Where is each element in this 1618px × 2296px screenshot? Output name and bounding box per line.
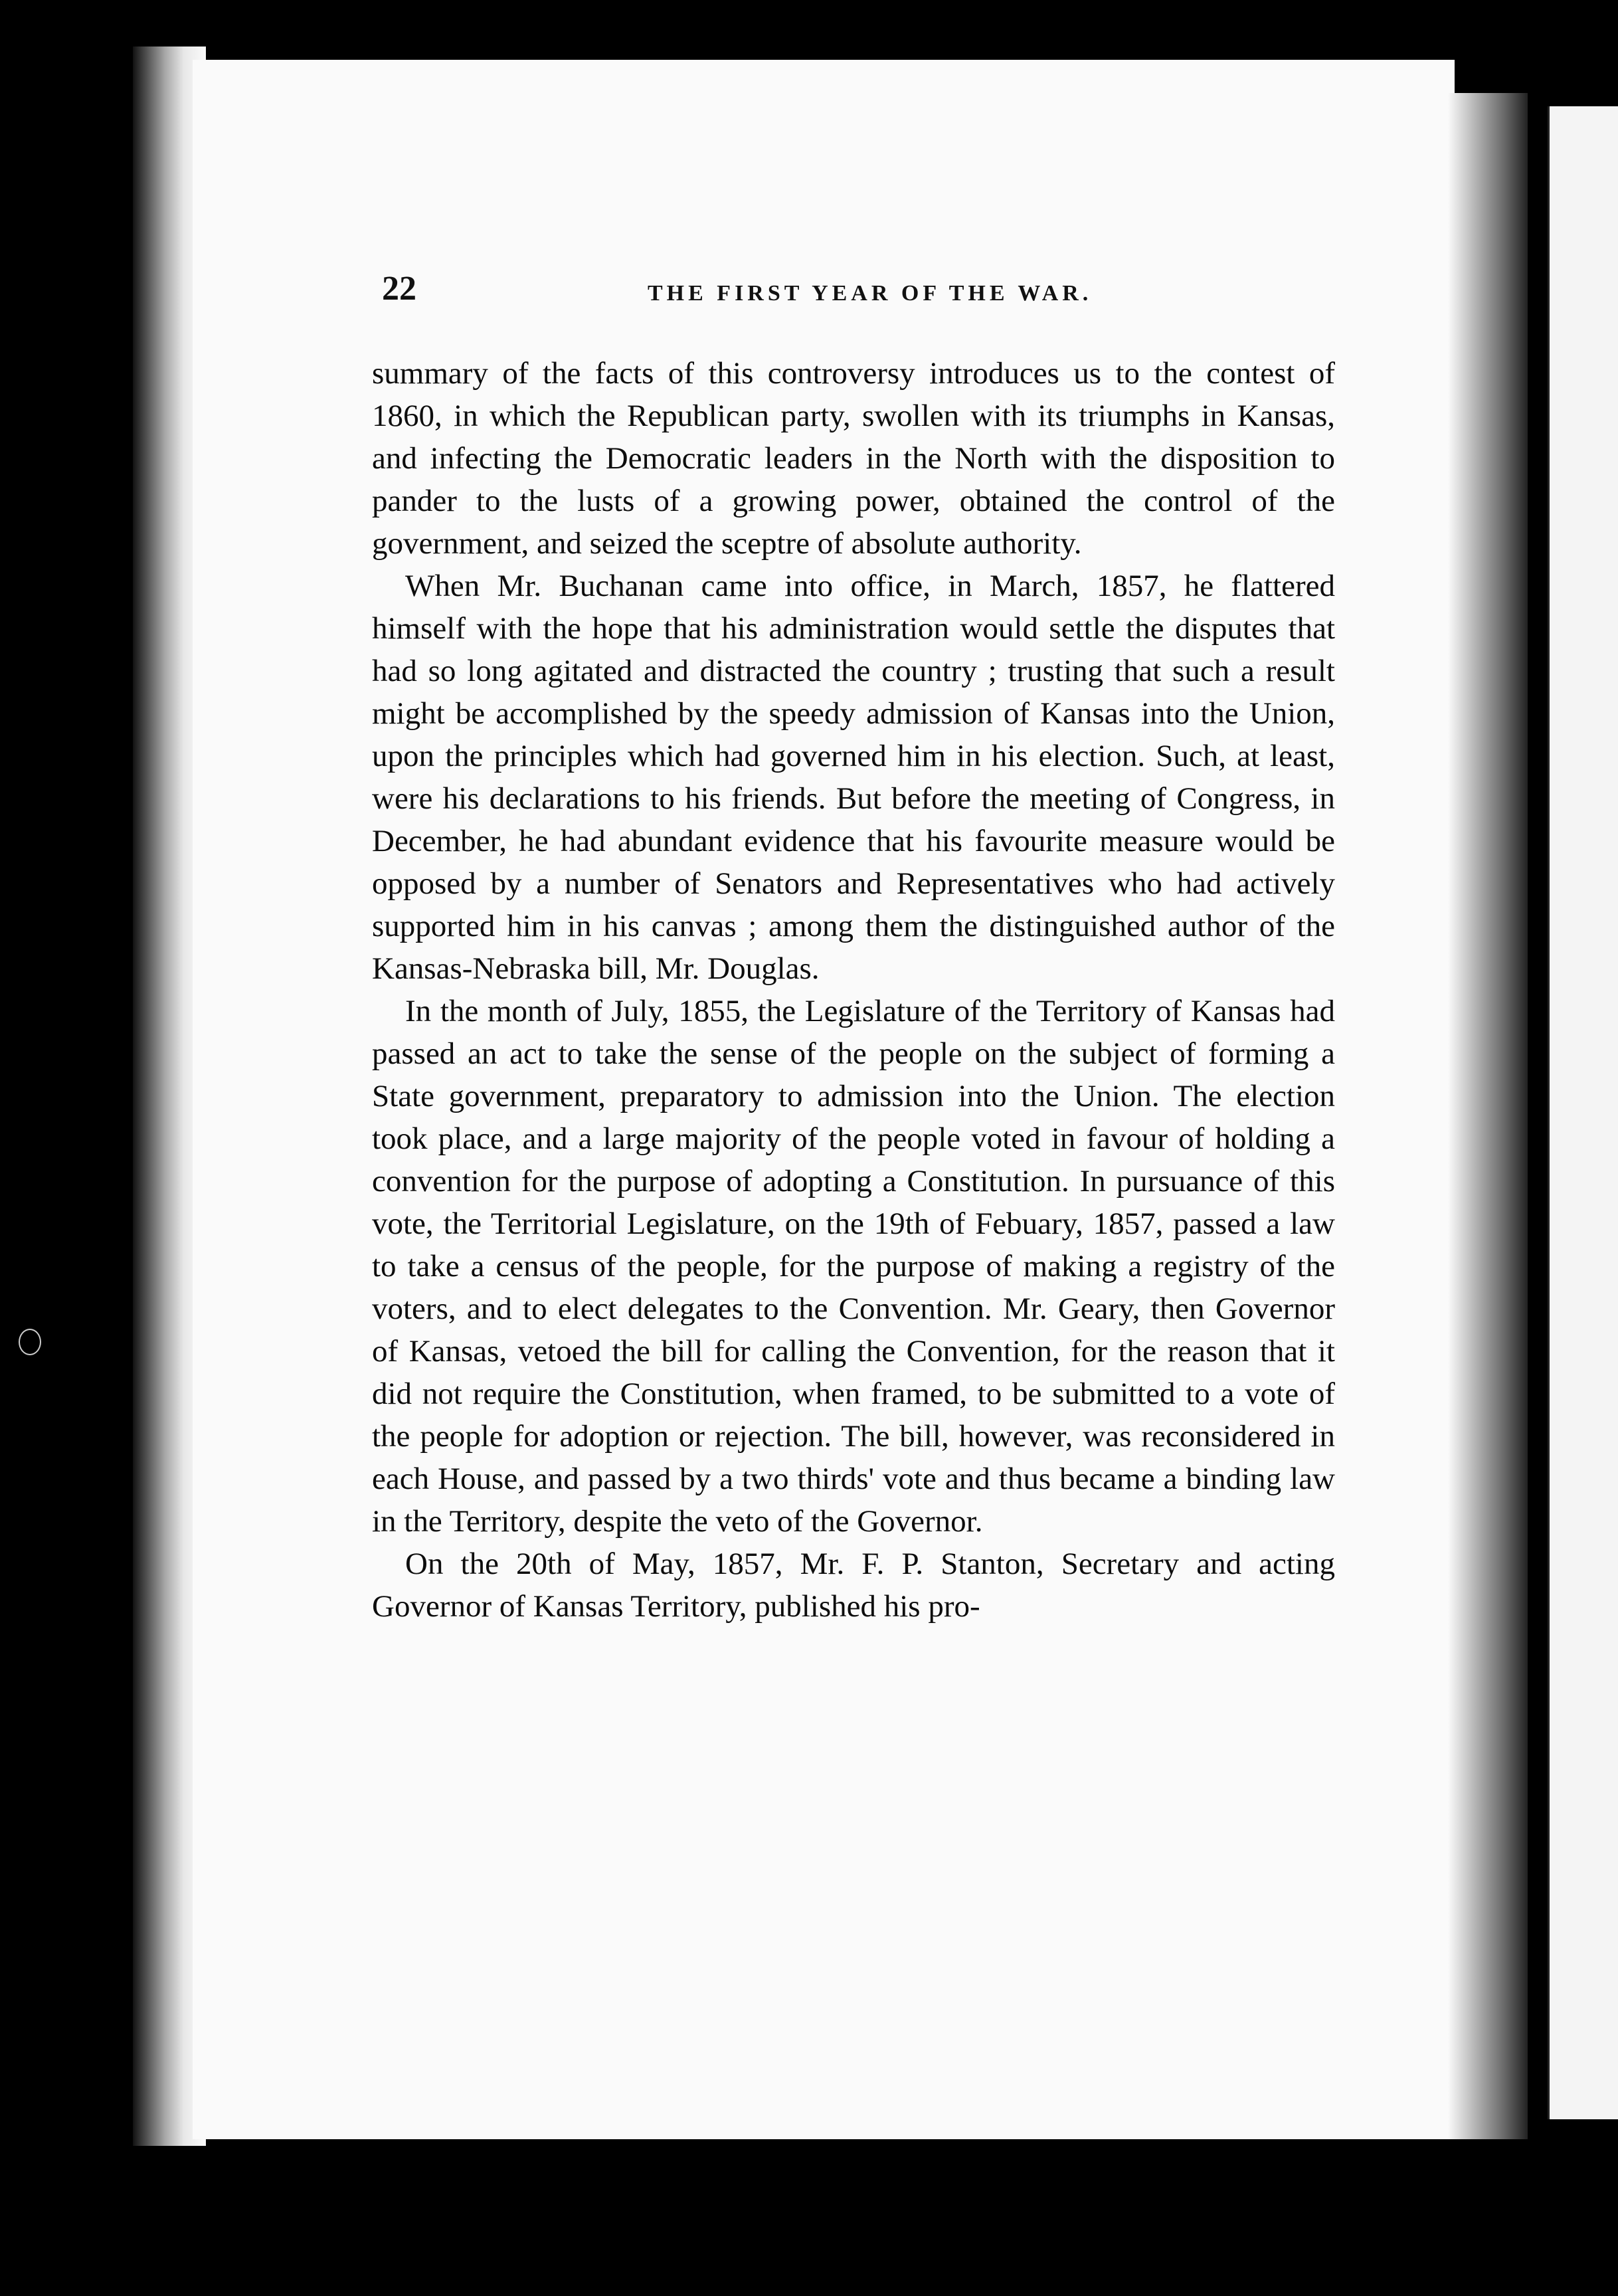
running-head [382,269,1352,316]
paragraph-2: When Mr. Buchanan came into office, in March, 1857, he flattered himself with the hope that his administration would settle the disputes that had so long agitated and distracted the country ; trusting that such a result might be accomplished by the speedy admission of Kansas into the Union, upon the principles which had governed him in his election. Such, at least, were his declarations to his friends. But before the meeting of Congress, in December, he had abundant evidence that his favourite measure would be opposed by a number of Senators and Representatives who had actively supported him in his canvas ; among them the distinguished author of the Kansas-Nebraska bill, Mr. Douglas. [372,569,1335,986]
page-number: 22 [382,270,416,308]
page-edge-shadow [1448,93,1528,2139]
adjacent-page-sliver [1548,106,1618,2119]
paragraph-1: summary of the facts of this controversy introduces us to the contest of 1860, in which the Republican party, swollen with its triumphs in Kansas, and infecting the Democratic leaders in the North with the disposition to pander to the lusts of a growing power, obtained the control of the government, and seized the sceptre of absolute authority. [372,356,1335,561]
scan-artifact [19,1329,41,1355]
page-body [372,352,1335,1628]
paragraph-4: On the 20th of May, 1857, Mr. F. P. Stanton, Secretary and acting Governor of Kansas Territory, published his pro- [372,1547,1335,1624]
running-title: THE FIRST YEAR OF THE WAR. [648,281,1093,306]
paragraph-3: In the month of July, 1855, the Legislature of the Territory of Kansas had passed an act to take the sense of the people on the subject of forming a State government, preparatory to admission into the Union. The election took place, and a large majority of the people voted in favour of holding a convention for the purpose of adopting a Constitution. In pursuance of this vote, the Territorial Legislature, on the 19th of Febuary, 1857, passed a law to take a census of the people, for the purpose of making a registry of the voters, and to elect delegates to the Convention. Mr. Geary, then Governor of Kansas, vetoed the bill for calling the Convention, for the reason that it did not require the Constitution, when framed, to be submitted to a vote of the people for adoption or rejection. The bill, however, was reconsidered in each House, and passed by a two thirds' vote and thus became a binding law in the Territory, despite the veto of the Governor. [372,994,1335,1539]
